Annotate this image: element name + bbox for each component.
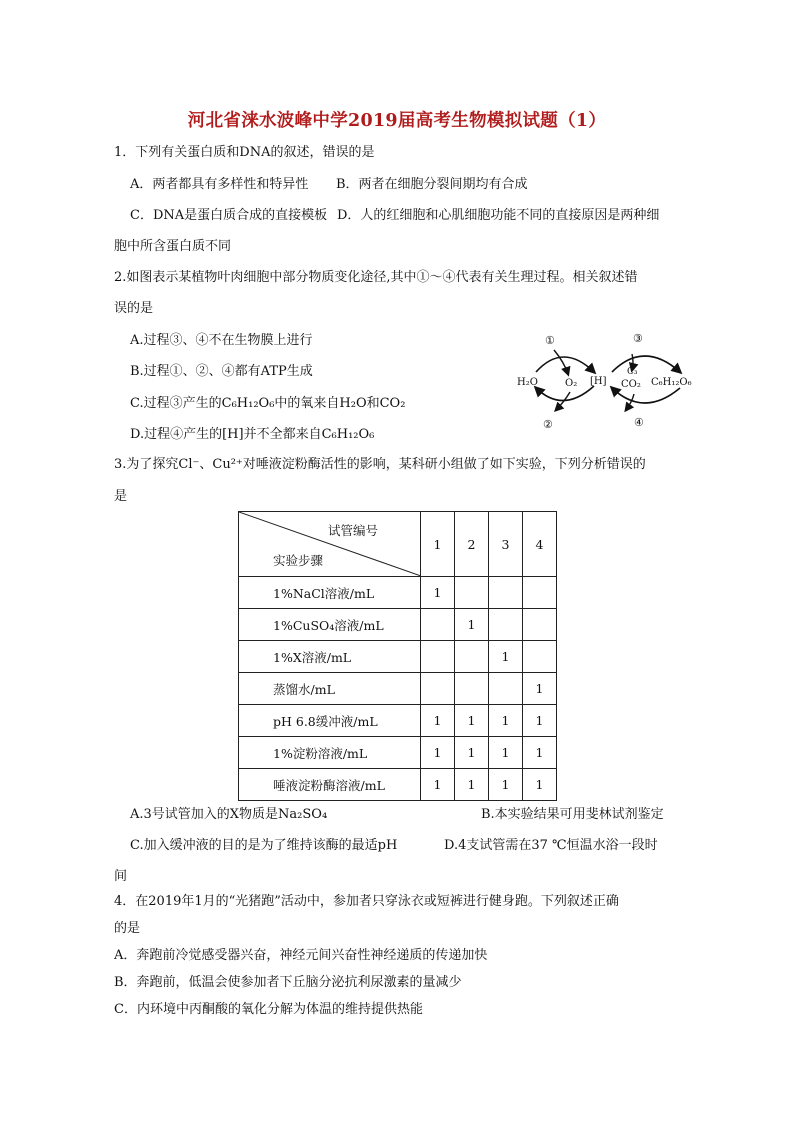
table-cell	[455, 641, 489, 673]
step-label: 唾液淀粉酶溶液/mL	[239, 769, 421, 801]
table-cell: 1	[523, 673, 557, 705]
q3-option-d-cont: 间	[114, 869, 128, 884]
table-cell: 1	[489, 769, 523, 801]
table-cell	[523, 641, 557, 673]
table-cell	[523, 577, 557, 609]
q4-option-c: C．内环境中丙酮酸的氧化分解为体温的维持提供热能	[114, 1002, 423, 1017]
step-label: 1%X溶液/mL	[239, 641, 421, 673]
table-row	[239, 769, 557, 801]
q2-stem-cont: 误的是	[114, 301, 154, 316]
table-cell: 1	[455, 769, 489, 801]
table-cell	[489, 673, 523, 705]
q2-option-a: A.过程③、④不在生物膜上进行	[130, 333, 313, 348]
table-row	[239, 737, 557, 769]
table-header-diagonal	[239, 512, 421, 577]
label-h: [H]	[590, 376, 607, 387]
header-steps: 实验步骤	[273, 553, 324, 568]
q3-option-b: B.本实验结果可用斐林试剂鉴定	[481, 807, 664, 822]
q3-option-d: D.4支试管需在37 ℃恒温水浴一段时	[444, 838, 658, 853]
table-cell: 1	[489, 737, 523, 769]
process-diagram	[508, 330, 708, 434]
tube-header: 4	[523, 512, 557, 577]
q2-option-d: D.过程④产生的[H]并不全都来自C₆H₁₂O₆	[130, 427, 375, 442]
table-cell: 1	[489, 705, 523, 737]
q4-option-a: A．奔跑前冷觉感受器兴奋，神经元间兴奋性神经递质的传递加快	[114, 948, 488, 963]
label-c3: C₃	[627, 367, 638, 377]
q2-option-b: B.过程①、②、④都有ATP生成	[130, 364, 313, 379]
step-label: pH 6.8缓冲液/mL	[239, 705, 421, 737]
step-label: 1%NaCl溶液/mL	[239, 577, 421, 609]
table-row	[239, 673, 557, 705]
step-label: 1%CuSO₄溶液/mL	[239, 609, 421, 641]
label-4: ④	[634, 416, 644, 429]
table-cell: 1	[421, 577, 455, 609]
arrow-1	[536, 357, 594, 372]
label-2: ②	[543, 418, 553, 431]
label-co2: CO₂	[621, 379, 641, 390]
table-cell: 1	[421, 769, 455, 801]
q1-option-d-cont: 胞中所含蛋白质不同	[114, 239, 232, 254]
arrow-3	[612, 356, 680, 372]
table-cell: 1	[523, 705, 557, 737]
arrow-4	[612, 388, 680, 403]
table-cell	[421, 609, 455, 641]
table-cell: 1	[455, 705, 489, 737]
tube-header: 3	[489, 512, 523, 577]
table-row	[239, 705, 557, 737]
page-title: 河北省涞水波峰中学2019届高考生物模拟试题（1）	[187, 111, 607, 131]
q1-option-d: D．人的红细胞和心肌细胞功能不同的直接原因是两种细	[337, 208, 660, 223]
table-cell	[489, 609, 523, 641]
label-1: ①	[545, 334, 555, 347]
arrow-4b	[626, 394, 634, 410]
table-cell: 1	[523, 769, 557, 801]
table-cell	[421, 641, 455, 673]
table-cell: 1	[523, 737, 557, 769]
table-cell: 1	[455, 737, 489, 769]
q2-option-c: C.过程③产生的C₆H₁₂O₆中的氧来自H₂O和CO₂	[130, 396, 406, 411]
label-glucose: C₆H₁₂O₆	[651, 377, 692, 388]
tube-header: 2	[455, 512, 489, 577]
step-label: 蒸馏水/mL	[239, 673, 421, 705]
q4-option-b: B．奔跑前，低温会使参加者下丘脑分泌抗利尿激素的量减少	[114, 975, 462, 990]
q2-stem: 2.如图表示某植物叶肉细胞中部分物质变化途径,其中①～④代表有关生理过程。相关叙述错	[114, 270, 638, 285]
table-row	[239, 577, 557, 609]
table-cell	[421, 673, 455, 705]
table-cell	[455, 673, 489, 705]
table-row	[239, 609, 557, 641]
step-label: 1%淀粉溶液/mL	[239, 737, 421, 769]
table-cell: 1	[421, 737, 455, 769]
q3-option-c: C.加入缓冲液的目的是为了维持该酶的最适pH	[130, 838, 398, 853]
q4-stem: 4．在2019年1月的“光猪跑”活动中，参加者只穿泳衣或短裤进行健身跑。下列叙述正确	[114, 894, 619, 909]
table-row	[239, 641, 557, 673]
q3-stem-cont: 是	[114, 489, 128, 504]
arrow-1b	[554, 350, 568, 374]
q3-stem: 3.为了探究Cl⁻、Cu²⁺对唾液淀粉酶活性的影响，某科研小组做了如下实验，下列分析错误的	[114, 457, 646, 472]
table-cell: 1	[489, 641, 523, 673]
q4-stem-cont: 的是	[114, 921, 141, 936]
label-3: ③	[633, 332, 643, 345]
header-tube-number: 试管编号	[327, 523, 378, 538]
q1-option-b: B．两者在细胞分裂间期均有合成	[336, 177, 528, 192]
label-o2: O₂	[565, 378, 578, 389]
q3-option-a: A.3号试管加入的X物质是Na₂SO₄	[130, 807, 328, 822]
table-cell	[455, 577, 489, 609]
q1-option-a: A．两者都具有多样性和特异性	[130, 177, 309, 192]
q1-stem: 1．下列有关蛋白质和DNA的叙述，错误的是	[114, 145, 375, 160]
label-h2o: H₂O	[517, 377, 538, 388]
table-cell: 1	[455, 609, 489, 641]
table-cell	[523, 609, 557, 641]
q1-option-c: C．DNA是蛋白质合成的直接模板	[130, 208, 328, 223]
tube-header: 1	[421, 512, 455, 577]
table-cell: 1	[421, 705, 455, 737]
experiment-table	[238, 511, 557, 801]
table-cell	[489, 577, 523, 609]
